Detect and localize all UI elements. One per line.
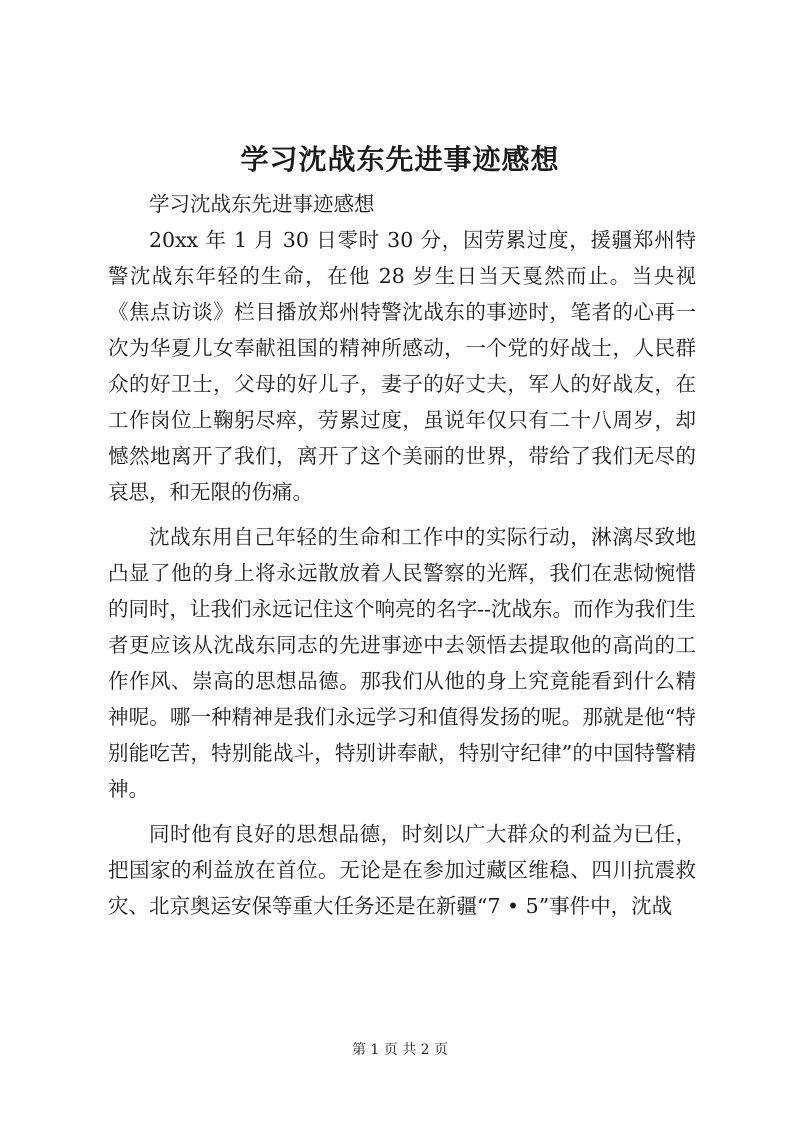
page-footer: 第 1 页 共 2 页 <box>351 1042 449 1058</box>
body-paragraph-1: 20xx 年 1 月 30 日零时 30 分，因劳累过度，援疆郑州特警沈战东年轻的生命，在他 28 岁生日当天戛然而止。当央视《焦点访谈》栏目播放郑州特警沈战东的事迹时，笔者的心再一次为华夏儿女奉献祖国的精神所感动，一个党的好战士，人民群众的好卫士，父母的好儿子，妻子的好丈夫，军人的好战友，在工作岗位上鞠躬尽瘁，劳累过度，虽说年仅只有二十八周岁，却憾然地离开了我们，离开了这个美丽的世界，带给了我们无尽的哀思，和无限的伤痛。 <box>108 228 696 504</box>
subtitle-paragraph: 学习沈战东先进事迹感想 <box>149 192 375 216</box>
body-paragraph-3: 同时他有良好的思想品德，时刻以广大群众的利益为已任，把国家的利益放在首位。无论是在参加过藏区维稳、四川抗震救灾、北京奥运安保等重大任务还是在新疆“7 • 5”事件中，沈战 <box>108 822 696 918</box>
document-title: 学习沈战东先进事迹感想 <box>240 143 560 176</box>
body-paragraph-2: 沈战东用自己年轻的生命和工作中的实际行动，淋漓尽致地凸显了他的身上将永远散放着人民警察的光辉，我们在悲恸惋惜的同时，让我们永远记住这个响亮的名字--沈战东。而作为我们生者更应该从沈战东同志的先进事迹中去领悟去提取他的高尚的工作作风、崇高的思想品德。那我们从他的身上究竟能看到什么精神呢。哪一种精神是我们永远学习和值得发扬的呢。那就是他“特别能吃苦，特别能战斗，特别讲奉献，特别守纪律”的中国特警精神。 <box>108 525 696 801</box>
document-body <box>108 186 696 924</box>
